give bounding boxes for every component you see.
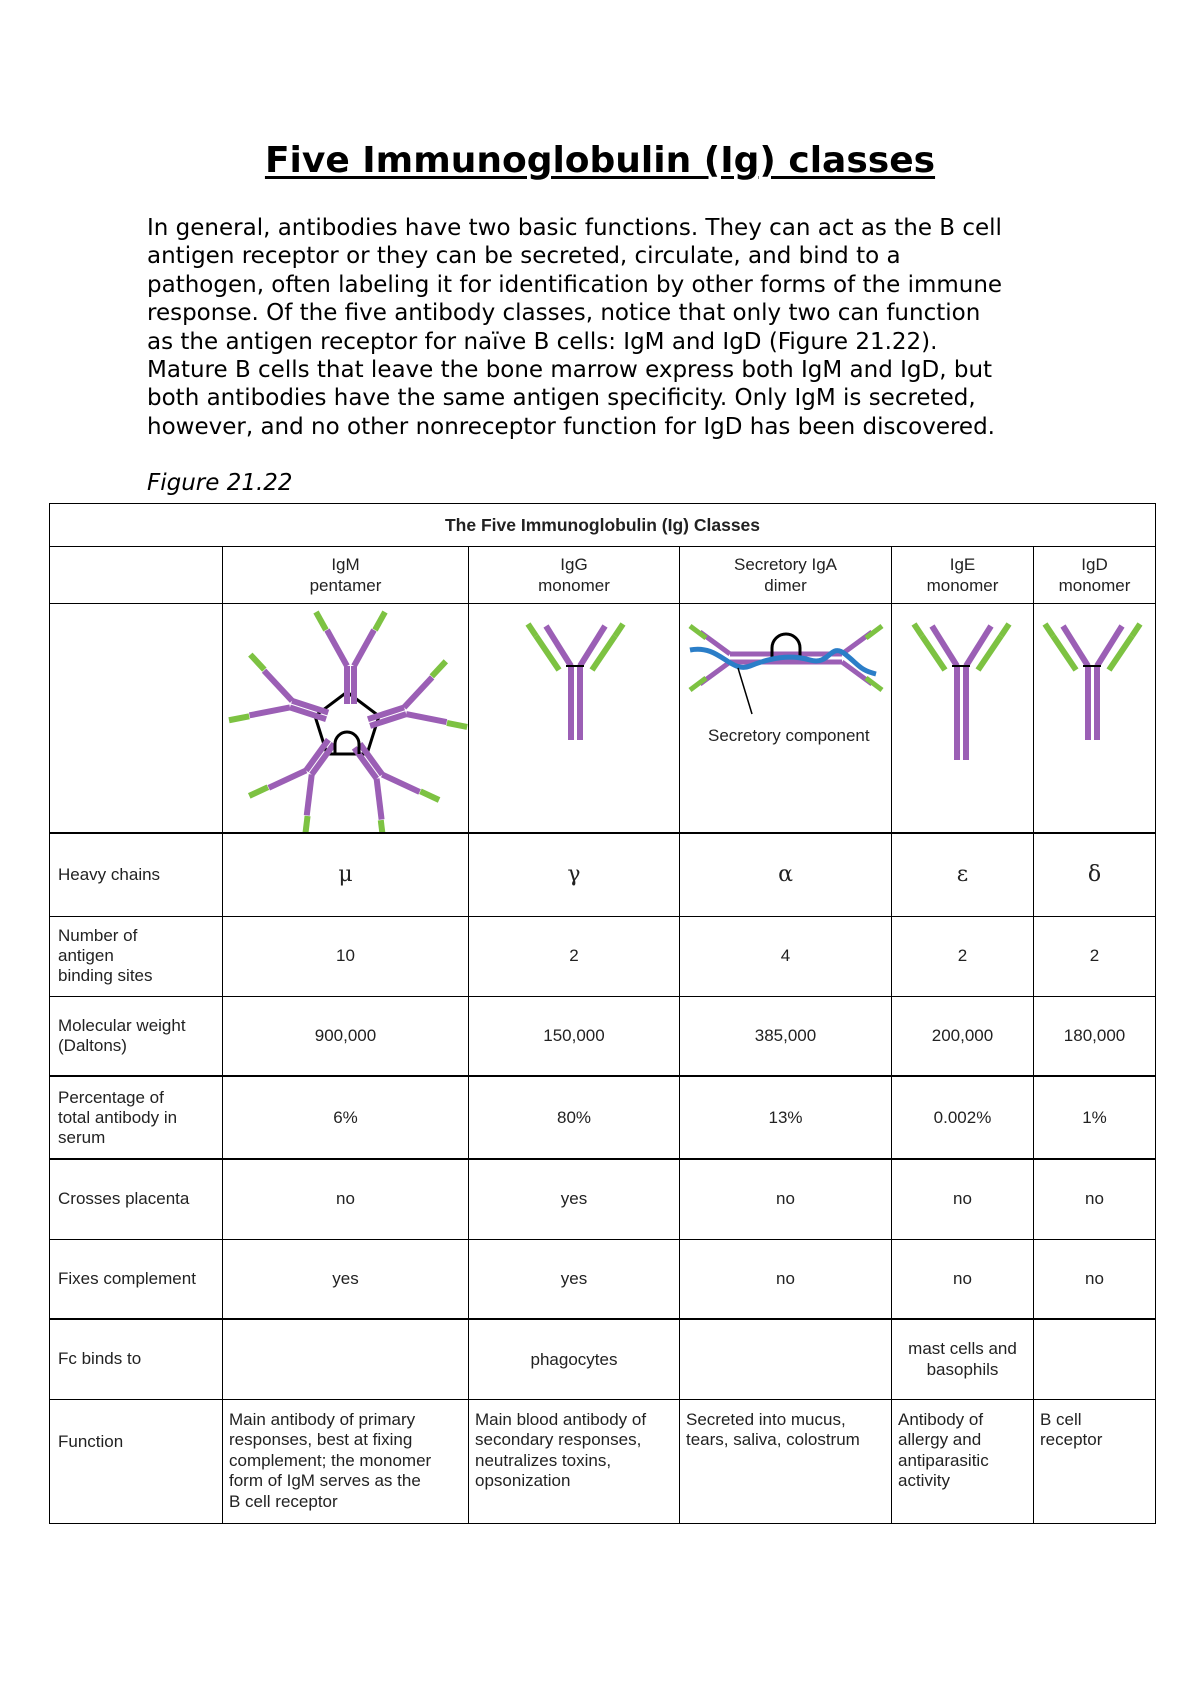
heavy-chain-igg: γ (469, 833, 680, 916)
fc-binds-igd (1034, 1319, 1156, 1399)
function-ige (892, 1399, 1034, 1523)
fc-line: mast cells and (908, 1339, 1017, 1359)
class-name: IgE (949, 555, 976, 574)
mol-weight-igd: 180,000 (1034, 996, 1156, 1076)
column-header-row (50, 547, 1156, 604)
function-line: opsonization (475, 1471, 571, 1490)
ige-monomer-illustration (892, 604, 1034, 832)
function-igd (1034, 1399, 1156, 1523)
heavy-chain-ige: ε (892, 833, 1034, 916)
function-line: B cell receptor (229, 1491, 338, 1511)
label-line: antigen (58, 946, 114, 965)
percentage-igg: 80% (469, 1076, 680, 1159)
function-line: form of IgM serves as the (229, 1471, 421, 1490)
function-igg (469, 1399, 680, 1523)
row-label-heavy-chains: Heavy chains (50, 833, 223, 916)
function-line: tears, saliva, colostrum (686, 1430, 860, 1449)
empty-structure-cell (50, 604, 223, 834)
intro-line: both antibodies have the same antigen specificity. Only IgM is secreted, (147, 385, 976, 412)
column-header-igd (1034, 547, 1156, 604)
igd-monomer-illustration (1034, 604, 1156, 832)
label-line: binding sites (58, 966, 153, 985)
binding-sites-ige: 2 (892, 916, 1034, 996)
heavy-chain-igm: μ (223, 833, 469, 916)
complement-iga: no (680, 1239, 892, 1319)
complement-igm: yes (223, 1239, 469, 1319)
intro-line: however, and no other nonreceptor function for IgD has been discovered. (147, 413, 995, 440)
complement-igd: no (1034, 1239, 1156, 1319)
column-header-iga (680, 547, 892, 604)
function-line: responses, best at fixing (229, 1430, 413, 1449)
mol-weight-igg: 150,000 (469, 996, 680, 1076)
class-form: monomer (538, 576, 610, 595)
molecular-weight-row (50, 996, 1156, 1076)
table-caption: The Five Immunoglobulin (Ig) Classes (50, 504, 1156, 547)
igm-pentamer-illustration (223, 604, 469, 832)
secretory-component-label: Secretory component (708, 726, 870, 745)
class-form: monomer (926, 576, 999, 595)
fc-binds-iga (680, 1319, 892, 1399)
fc-binds-row (50, 1319, 1156, 1399)
iga-dimer-illustration (680, 604, 892, 832)
fc-line: phagocytes (530, 1349, 618, 1369)
ig-classes-table (49, 503, 1156, 1524)
column-header-igm (223, 547, 469, 604)
igd-monomer-diagram (1034, 604, 1156, 834)
label-line: (Daltons) (58, 1035, 127, 1055)
percentage-igd: 1% (1034, 1076, 1156, 1159)
column-header-igg (469, 547, 680, 604)
percentage-row (50, 1076, 1156, 1159)
intro-line: Mature B cells that leave the bone marrow express both IgM and IgD, but (147, 357, 993, 384)
function-igm (223, 1399, 469, 1523)
class-name: IgM (331, 555, 360, 574)
function-line: Antibody of (898, 1409, 984, 1429)
fc-binds-igg (469, 1319, 680, 1399)
column-header-ige (892, 547, 1034, 604)
intro-line: response. Of the five antibody classes, notice that only two can function (147, 300, 981, 327)
figure-label: Figure 21.22 (147, 470, 293, 496)
intro-paragraph (147, 214, 1077, 441)
fixes-complement-row (50, 1239, 1156, 1319)
function-line: Main blood antibody of (475, 1409, 647, 1429)
binding-sites-row (50, 916, 1156, 996)
function-line: activity (898, 1471, 950, 1490)
function-line: secondary responses, (475, 1430, 642, 1449)
function-line: antiparasitic (898, 1450, 989, 1470)
placenta-igg: yes (469, 1159, 680, 1239)
class-name: IgG (560, 555, 588, 574)
percentage-igm: 6% (223, 1076, 469, 1159)
intro-line: pathogen, often labeling it for identification by other forms of the immune (147, 271, 1003, 298)
heavy-chain-iga: α (680, 833, 892, 916)
row-label-crosses-placenta: Crosses placenta (50, 1159, 223, 1239)
function-line: allergy and (898, 1430, 982, 1449)
function-row (50, 1399, 1156, 1523)
row-label-function: Function (50, 1399, 223, 1523)
igg-monomer-diagram (469, 604, 680, 834)
function-line: Secreted into mucus, (686, 1409, 846, 1429)
complement-ige: no (892, 1239, 1034, 1319)
binding-sites-igm: 10 (223, 916, 469, 996)
label-line: Number of (58, 926, 138, 945)
mol-weight-igm: 900,000 (223, 996, 469, 1076)
fc-binds-igm (223, 1319, 469, 1399)
binding-sites-igd: 2 (1034, 916, 1156, 996)
function-line: complement; the monomer (229, 1450, 432, 1470)
binding-sites-igg: 2 (469, 916, 680, 996)
heavy-chain-igd: δ (1034, 833, 1156, 916)
label-line: Percentage of (58, 1087, 164, 1107)
label-line: total antibody in (58, 1107, 178, 1127)
page-title: Five Immunoglobulin (Ig) classes (264, 140, 936, 181)
igg-monomer-illustration (469, 604, 680, 832)
class-name: IgD (1081, 555, 1108, 574)
iga-dimer-diagram (680, 604, 892, 834)
structure-row (50, 604, 1156, 834)
function-iga (680, 1399, 892, 1523)
row-label-fc-binds: Fc binds to (50, 1319, 223, 1399)
crosses-placenta-row (50, 1159, 1156, 1239)
row-label-fixes-complement: Fixes complement (50, 1239, 223, 1319)
percentage-iga: 13% (680, 1076, 892, 1159)
ige-monomer-diagram (892, 604, 1034, 834)
placenta-igm: no (223, 1159, 469, 1239)
function-line: B cell (1040, 1409, 1082, 1429)
binding-sites-iga: 4 (680, 916, 892, 996)
intro-line: as the antigen receptor for naïve B cells: IgM and IgD (Figure 21.22). (147, 328, 938, 355)
placenta-ige: no (892, 1159, 1034, 1239)
complement-igg: yes (469, 1239, 680, 1319)
function-line: Main antibody of primary (229, 1409, 416, 1429)
function-line: neutralizes toxins, (475, 1450, 612, 1470)
igm-pentamer-diagram (223, 604, 469, 834)
intro-line: In general, antibodies have two basic functions. They can act as the B cell (147, 215, 1002, 241)
class-form: monomer (1058, 576, 1131, 595)
label-line: serum (58, 1127, 106, 1147)
class-name: Secretory IgA (734, 555, 837, 574)
class-form: pentamer (309, 576, 382, 595)
mol-weight-ige: 200,000 (892, 996, 1034, 1076)
intro-line: antigen receptor or they can be secreted, circulate, and bind to a (147, 243, 901, 270)
percentage-ige: 0.002% (892, 1076, 1034, 1159)
fc-binds-ige (892, 1319, 1034, 1399)
row-label-molecular-weight (50, 996, 223, 1076)
fc-line: basophils (926, 1360, 999, 1380)
function-line: receptor (1040, 1430, 1103, 1449)
row-label-percentage (50, 1076, 223, 1159)
class-form: dimer (764, 576, 807, 595)
mol-weight-iga: 385,000 (680, 996, 892, 1076)
placenta-igd: no (1034, 1159, 1156, 1239)
row-label-binding-sites (50, 916, 223, 996)
empty-header-cell (50, 547, 223, 604)
label-line: Molecular weight (58, 1015, 186, 1035)
heavy-chains-row (50, 833, 1156, 916)
placenta-iga: no (680, 1159, 892, 1239)
